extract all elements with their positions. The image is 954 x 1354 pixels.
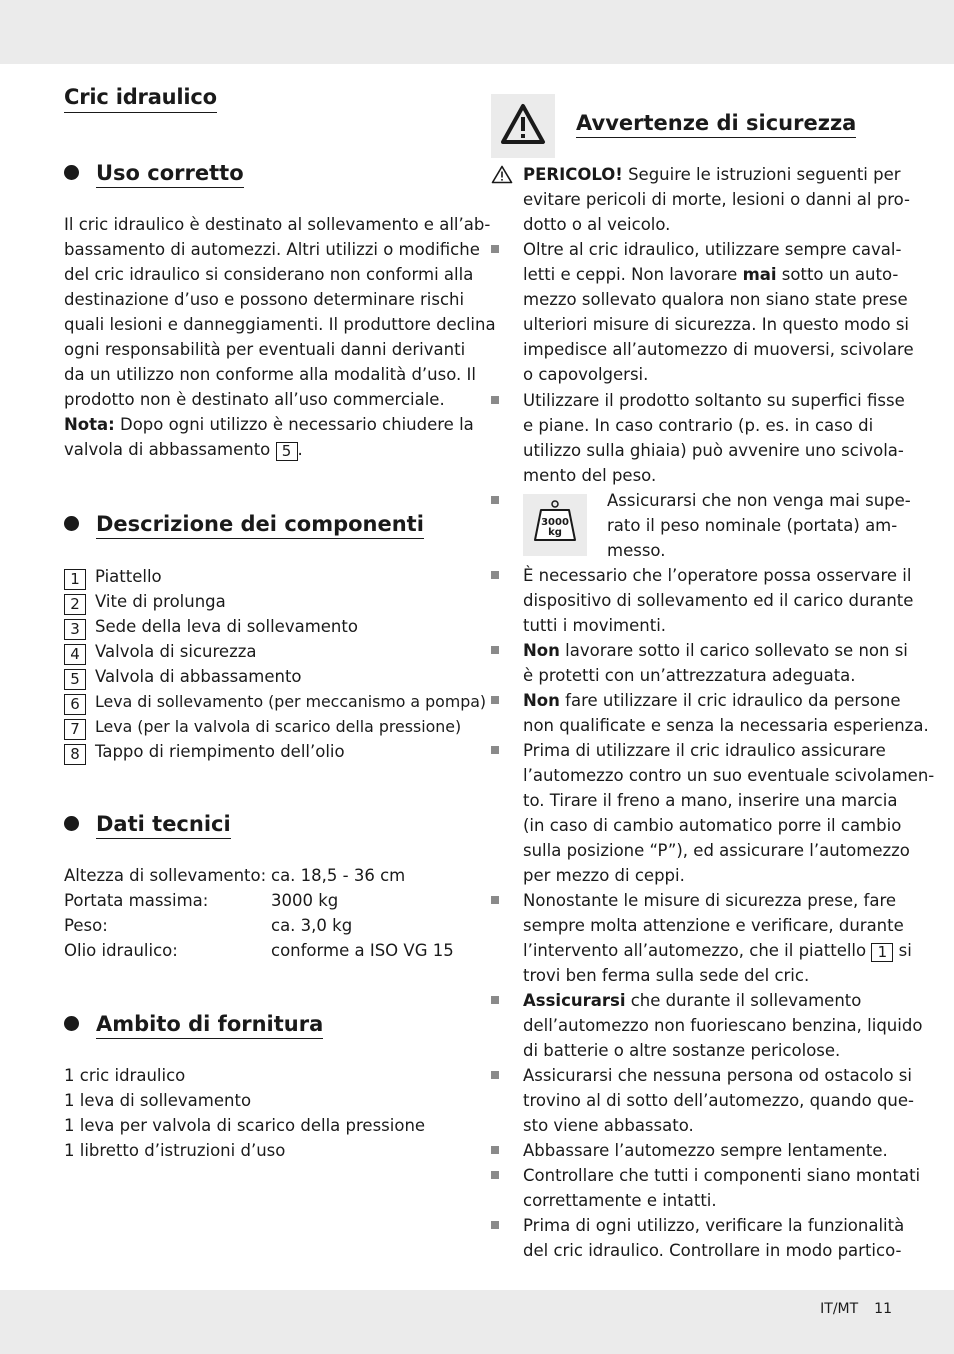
- list-item: Assicurarsi che non venga mai supe- rato il peso nominale (portata) am- messo.: [491, 488, 891, 563]
- list-item: Utilizzare il prodotto soltanto su superfici fisse e piane. In caso contrario (p. es. in caso di utilizzo sulla ghiaia) può avvenire uno scivola- mento del peso.: [491, 388, 891, 488]
- list-item: Prima di ogni utilizzo, verificare la funzionalità del cric idraulico. Controllare in modo partico-: [491, 1213, 891, 1263]
- list-item: 1 libretto d’istruzioni d’uso: [64, 1141, 286, 1160]
- list-item: Oltre al cric idraulico, utilizzare sempre caval- letti e ceppi. Non lavorare mai sotto un auto- mezzo sollevato qualora non siano state prese ulteriori misure di sicurezza. In questo modo si impedisce all’automezzo di muoversi, scivolare o capovolgersi.: [491, 237, 891, 387]
- square-bullet-icon: [491, 746, 499, 754]
- square-bullet-icon: [491, 1071, 499, 1079]
- text-line: del cric idraulico si considerano non conformi alla: [64, 265, 474, 284]
- section-heading-fornitura: Ambito di fornitura: [64, 1011, 323, 1037]
- weight-capacity-icon: [523, 494, 587, 556]
- page-footer: [804, 1301, 892, 1317]
- part-number-box: 7: [64, 719, 86, 740]
- list-item: Non lavorare sotto il carico sollevato se non si è protetti con un’attrezzatura adeguata.: [491, 638, 891, 688]
- table-row: Portata massima: 3000 kg: [64, 891, 339, 910]
- language-code: IT/MT: [820, 1301, 859, 1317]
- square-bullet-icon: [491, 1221, 499, 1229]
- tech-data-table: [64, 863, 454, 963]
- part-number-box: 4: [64, 644, 86, 665]
- uso-paragraph: [64, 212, 496, 462]
- bullet-dot-icon: [64, 516, 79, 531]
- page-number: 11: [874, 1301, 892, 1317]
- section-heading-componenti: Descrizione dei componenti: [64, 511, 424, 537]
- square-bullet-icon: [491, 1146, 499, 1154]
- nota-line-2: valvola di abbassamento 5 .: [64, 440, 303, 460]
- text-line: evitare pericoli di morte, lesioni o danni al pro-: [523, 190, 910, 209]
- list-item: È necessario che l’operatore possa osservare il dispositivo di sollevamento ed il carico durante tutti i movimenti.: [491, 563, 891, 638]
- square-bullet-icon: [491, 696, 499, 704]
- footer-band: [0, 1290, 954, 1354]
- list-item: 4 Valvola di sicurezza: [64, 639, 486, 664]
- square-bullet-icon: [491, 646, 499, 654]
- part-number-box: 8: [64, 744, 86, 765]
- square-bullet-icon: [491, 571, 499, 579]
- bullet-dot-icon: [64, 165, 79, 180]
- table-row: Peso: ca. 3,0 kg: [64, 916, 353, 935]
- part-number-box: 1: [64, 569, 86, 590]
- components-list: [64, 564, 486, 764]
- page-title: Cric idraulico: [64, 84, 217, 113]
- list-item: 1 Piattello: [64, 564, 486, 589]
- square-bullet-icon: [491, 396, 499, 404]
- part-number-box: 2: [64, 594, 86, 615]
- text-line: bassamento di automezzi. Altri utilizzi o modifiche: [64, 240, 480, 259]
- warning-icon-box: [491, 94, 555, 158]
- list-item: Controllare che tutti i componenti siano montati correttamente e intatti.: [491, 1163, 891, 1213]
- list-item: 1 leva per valvola di scarico della pressione: [64, 1116, 426, 1135]
- list-item: Prima di utilizzare il cric idraulico assicurare l’automezzo contro un suo eventuale scivolamen- to. Tirare il freno a mano, inserire una marcia (in caso di cambio automatico porre il cambio sulla posizione “P”), ed assicurare l’automezzo per mezzo di ceppi.: [491, 738, 891, 888]
- bullet-dot-icon: [64, 1016, 79, 1031]
- square-bullet-icon: [491, 996, 499, 1004]
- list-item: Nonostante le misure di sicurezza prese, fare sempre molta attenzione e verificare, durante l’intervento all’automezzo, che il piattello 1 si trovi ben ferma sulla sede del cric.: [491, 888, 891, 988]
- list-item: 1 leva di sollevamento: [64, 1091, 252, 1110]
- nota-line: Nota: Dopo ogni utilizzo è necessario chiudere la: [64, 415, 474, 434]
- square-bullet-icon: [491, 245, 499, 253]
- list-item: Non fare utilizzare il cric idraulico da persone non qualificate e senza la necessaria esperienza.: [491, 688, 891, 738]
- warning-triangle-icon: [491, 94, 555, 158]
- list-item: Abbassare l’automezzo sempre lentamente.: [491, 1138, 891, 1163]
- section-heading-dati: Dati tecnici: [64, 811, 231, 837]
- list-item: Assicurarsi che nessuna persona od ostacolo si trovino al di sotto dell’automezzo, quando que- sto viene abbassato.: [491, 1063, 891, 1138]
- danger-paragraph: [491, 162, 910, 237]
- list-item: Assicurarsi che durante il sollevamento dell’automezzo non fuoriescano benzina, liquido di batterie o altre sostanze pericolose.: [491, 988, 891, 1063]
- text-line: prodotto non è destinato all’uso commerciale.: [64, 390, 445, 409]
- text-line: PERICOLO! Seguire le istruzioni seguenti per: [523, 165, 901, 184]
- delivery-list: [64, 1063, 425, 1163]
- warning-small-icon: [491, 165, 513, 184]
- square-bullet-icon: [491, 896, 499, 904]
- list-item: 3 Sede della leva di sollevamento: [64, 614, 486, 639]
- table-row: Olio idraulico: conforme a ISO VG 15: [64, 941, 454, 960]
- table-row: Altezza di sollevamento: ca. 18,5 - 36 cm: [64, 866, 406, 885]
- text-line: da un utilizzo non conforme alla modalità d’uso. Il: [64, 365, 476, 384]
- text-line: destinazione d’uso e possono determinare rischi: [64, 290, 465, 309]
- list-item: 6 Leva di sollevamento (per meccanismo a pompa): [64, 689, 486, 714]
- part-number-box: 5: [64, 669, 86, 690]
- text-line: quali lesioni e danneggiamenti. Il produttore declina: [64, 315, 496, 334]
- section-heading-avvertenze: Avvertenze di sicurezza: [576, 110, 856, 136]
- top-band: [0, 0, 954, 64]
- part-ref-box: 5: [276, 442, 298, 461]
- list-item: 8 Tappo di riempimento dell’olio: [64, 739, 486, 764]
- weight-icon-label: 3000 kg: [541, 517, 569, 538]
- part-number-box: 6: [64, 694, 86, 715]
- text-line: Il cric idraulico è destinato al sollevamento e all’ab-: [64, 215, 491, 234]
- text-line: dotto o al veicolo.: [523, 215, 671, 234]
- section-heading-uso: Uso corretto: [64, 160, 244, 186]
- part-ref-box: 1: [871, 943, 893, 962]
- square-bullet-icon: [491, 1171, 499, 1179]
- list-item: 7 Leva (per la valvola di scarico della pressione): [64, 714, 486, 739]
- bullet-dot-icon: [64, 816, 79, 831]
- square-bullet-icon: [491, 496, 499, 504]
- text-line: ogni responsabilità per eventuali danni derivanti: [64, 340, 466, 359]
- list-item: 1 cric idraulico: [64, 1066, 186, 1085]
- part-number-box: 3: [64, 619, 86, 640]
- list-item: 5 Valvola di abbassamento: [64, 664, 486, 689]
- list-item: 2 Vite di prolunga: [64, 589, 486, 614]
